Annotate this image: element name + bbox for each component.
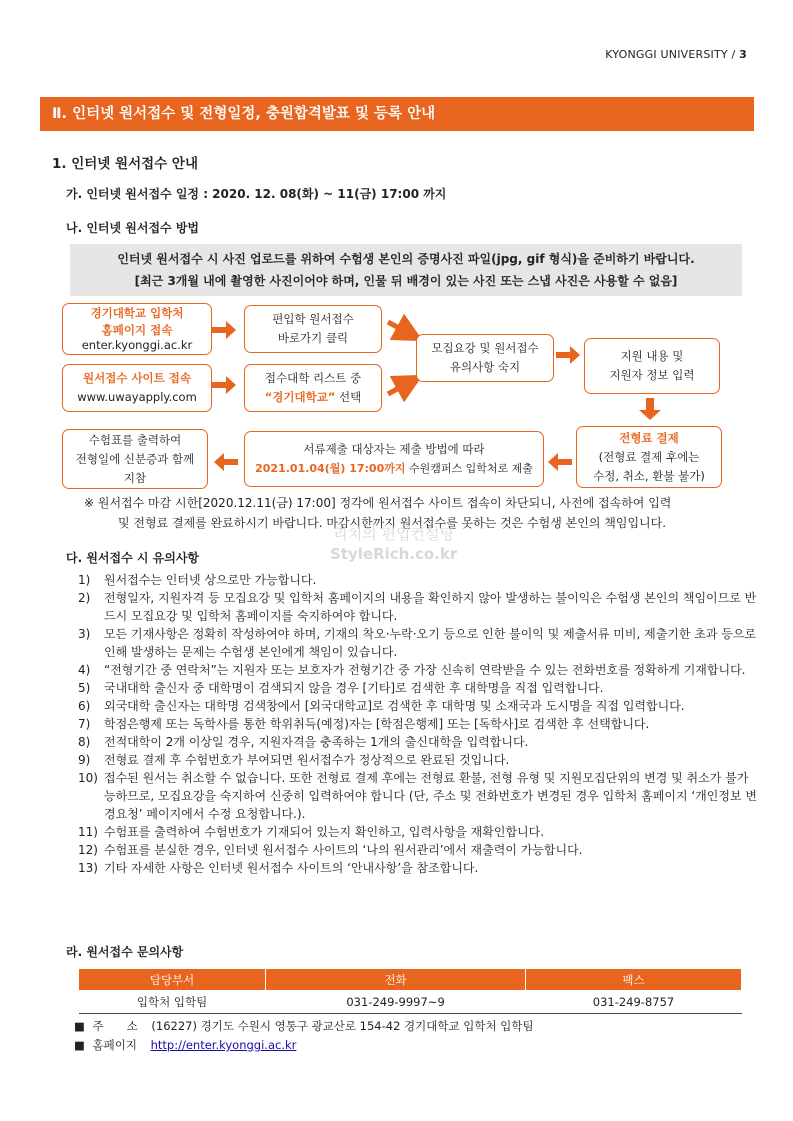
list-item <box>78 679 758 697</box>
arrow-left-icon <box>548 453 572 471</box>
list-item-number: 9) <box>78 753 91 767</box>
flow-step-payment-l3: 수정, 취소, 환불 불가) <box>593 468 705 483</box>
list-item-text: “전형기간 중 연락처”는 지원자 또는 보호자가 전형기간 중 가장 신속히 연락받을 수 있는 전화번호를 정확하게 기재합니다. <box>104 663 746 677</box>
flow-step-select-univ-l1: 접수대학 리스트 중 <box>264 371 362 385</box>
list-item <box>78 589 758 625</box>
flow-step-guidelines-l1: 모집요강 및 원서접수 <box>431 341 539 355</box>
bullet-icon: ■ <box>74 1019 85 1033</box>
flow-step-print-ticket-l1: 수험표를 출력하여 <box>88 432 182 447</box>
flow-step-homepage-title1: 경기대학교 입학처 <box>90 306 184 320</box>
list-item-text: 모든 기재사항은 정확히 작성하여야 하며, 기재의 착오·누락·오기 등으로 인한 불이익 및 제출서류 미비, 제출기한 초과 등으로 인해 발생하는 문제는 수험생 본인에게 책임이 있습니다. <box>104 627 757 659</box>
list-item-text: 기타 자세한 사항은 인터넷 원서접수 사이트의 ‘안내사항’을 참조합니다. <box>104 861 479 875</box>
list-item-number: 6) <box>78 699 91 713</box>
list-item-number: 4) <box>78 663 91 677</box>
list-item-text: 원서접수는 인터넷 상으로만 가능합니다. <box>104 573 317 587</box>
arrow-diagonal-down-icon <box>388 322 410 334</box>
list-item <box>78 715 758 733</box>
watermark <box>330 524 457 564</box>
flow-step-select-univ-suffix: 선택 <box>335 390 362 404</box>
cautions-heading: 다. 원서접수 시 유의사항 <box>66 551 200 565</box>
inquiry-header-phone: 전화 <box>266 969 526 991</box>
flow-step-apply-site-url: www.uwayapply.com <box>77 390 197 404</box>
bullet-icon: ■ <box>74 1038 85 1052</box>
inquiry-dept: 입학처 입학팀 <box>79 991 266 1014</box>
flow-step-submit-docs-deadline: 2021.01.04(월) 17:00까지 <box>255 462 406 475</box>
arrow-left-icon <box>214 453 238 471</box>
list-item-number: 1) <box>78 573 91 587</box>
flow-step-payment-l2: (전형료 결제 후에는 <box>598 449 700 464</box>
arrow-right-icon <box>556 346 580 364</box>
flow-step-print-ticket-l2: 전형일에 신분증과 함께 <box>75 451 195 466</box>
inquiry-phone: 031-249-9997~9 <box>266 991 526 1014</box>
flow-step-homepage <box>62 303 212 355</box>
list-item-number: 5) <box>78 681 91 695</box>
watermark-line1: 리치의 편입컨설팅 <box>333 525 454 543</box>
address-line <box>74 1018 534 1034</box>
flow-step-enter-info-l1: 지원 내용 및 <box>620 349 684 363</box>
deadline-note-line1: ※ 원서접수 마감 시한[2020.12.11(금) 17:00] 정각에 원서접수 사이트 접속이 차단되니, 사전에 접속하여 입력 <box>84 496 672 510</box>
list-item <box>78 841 758 859</box>
flow-step-homepage-title2: 홈페이지 접속 <box>101 323 173 337</box>
flow-step-print-ticket-l3: 지참 <box>123 470 147 485</box>
list-item-number: 12) <box>78 843 98 857</box>
list-item-number: 2) <box>78 591 91 605</box>
list-item-text: 외국대학 출신자는 대학명 검색창에서 [외국대학교]로 검색한 후 대학명 및 소재국과 도시명을 직접 입력합니다. <box>104 699 685 713</box>
arrow-right-icon <box>212 321 236 339</box>
flow-step-select-univ <box>244 364 382 412</box>
list-item-text: 전형료 결제 후 수험번호가 부여되면 원서접수가 정상적으로 완료된 것입니다. <box>104 753 510 767</box>
inquiry-table <box>78 968 742 1014</box>
inquiry-header-fax: 팩스 <box>525 969 741 991</box>
watermark-line2: StyleRich.co.kr <box>330 545 458 563</box>
flow-step-guidelines <box>416 334 554 382</box>
arrow-right-icon <box>212 376 236 394</box>
list-item-number: 13) <box>78 861 98 875</box>
homepage-link[interactable]: http://enter.kyonggi.ac.kr <box>150 1038 297 1052</box>
flow-step-guidelines-l2: 유의사항 숙지 <box>449 360 521 374</box>
flow-step-apply-site-title: 원서접수 사이트 접속 <box>83 371 191 385</box>
list-item <box>78 697 758 715</box>
inquiry-header-dept: 담당부서 <box>79 969 266 991</box>
list-item-number: 7) <box>78 717 91 731</box>
homepage-line <box>74 1037 296 1053</box>
address-label: 주 소 <box>92 1019 138 1033</box>
page-number: 3 <box>739 48 747 61</box>
list-item-number: 3) <box>78 627 91 641</box>
list-item <box>78 769 758 823</box>
section-banner: Ⅱ. 인터넷 원서접수 및 전형일정, 충원합격발표 및 등록 안내 <box>40 97 754 131</box>
flow-step-enter-info-l2: 지원자 정보 입력 <box>609 368 695 382</box>
flow-step-payment <box>576 426 722 488</box>
flow-step-submit-docs-l1: 서류제출 대상자는 제출 방법에 따라 <box>303 442 485 456</box>
deadline-note-line2: 및 전형료 결제를 완료하시기 바랍니다. 마감시한까지 원서접수를 못하는 것은 수험생 본인의 책임입니다. <box>118 516 667 530</box>
list-item <box>78 823 758 841</box>
inquiry-header-row <box>79 969 742 991</box>
flow-step-apply-site <box>62 364 212 412</box>
arrow-down-icon <box>639 398 661 420</box>
inquiry-heading: 라. 원서접수 문의사항 <box>66 945 184 959</box>
homepage-label: 홈페이지 <box>92 1038 137 1052</box>
cautions-list <box>78 571 758 877</box>
list-item <box>78 571 758 589</box>
list-item-text: 전적대학이 2개 이상일 경우, 지원자격을 충족하는 1개의 출신대학을 입력합니다. <box>104 735 529 749</box>
flow-step-print-ticket <box>62 429 208 489</box>
flow-step-submit-docs <box>244 431 544 487</box>
section-title: 1. 인터넷 원서접수 안내 <box>52 156 198 172</box>
flow-step-shortcut-l2: 바로가기 클릭 <box>277 331 349 345</box>
list-item-text: 전형일자, 지원자격 등 모집요강 및 입학처 홈페이지의 내용을 확인하지 않아 발생하는 불이익은 수험생 본인의 책임이므로 반드시 모집요강 및 입학처 홈페이지를 숙지하여야 합니다. <box>104 591 757 623</box>
flow-step-submit-docs-dest: 수원캠퍼스 입학처로 제출 <box>405 462 533 475</box>
flow-step-shortcut-l1: 편입학 원서접수 <box>272 312 354 326</box>
flow-step-homepage-url: enter.kyonggi.ac.kr <box>81 338 193 352</box>
inquiry-fax: 031-249-8757 <box>525 991 741 1014</box>
list-item <box>78 733 758 751</box>
address-text: (16227) 경기도 수원시 영통구 광교산로 154-42 경기대학교 입학처 입학팀 <box>151 1019 534 1033</box>
flow-step-payment-title: 전형료 결제 <box>619 430 679 445</box>
photo-notice-line2: [최근 3개월 내에 촬영한 사진이어야 하며, 인물 뒤 배경이 있는 사진 또는 스냅 사진은 사용할 수 없음] <box>134 274 678 288</box>
table-row <box>79 991 742 1014</box>
schedule-heading: 가. 인터넷 원서접수 일정 : 2020. 12. 08(화) ~ 11(금) 17:00 까지 <box>66 187 447 201</box>
arrow-diagonal-up-icon <box>388 382 410 394</box>
list-item-text: 학점은행제 또는 독학사를 통한 학위취득(예정)자는 [학점은행제] 또는 [독학사]로 검색한 후 선택합니다. <box>104 717 650 731</box>
method-heading: 나. 인터넷 원서접수 방법 <box>66 221 200 235</box>
list-item-text: 접수된 원서는 취소할 수 없습니다. 또한 전형료 결제 후에는 전형료 환불, 전형 유형 및 지원모집단위의 변경 및 취소가 불가능하므로, 모집요강을 숙지하여 신중히 입력하여야 합니다 (단, 주소 및 전화번호가 변경된 경우 입학처 홈페이지 ‘개인정보 변경요청’ 페이지에서 수정 요청합니다.). <box>104 771 757 821</box>
list-item-number: 8) <box>78 735 91 749</box>
flow-step-select-univ-name: “경기대학교” <box>264 390 336 404</box>
list-item-text: 수험표를 출력하여 수험번호가 기재되어 있는지 확인하고, 입력사항을 재확인합니다. <box>104 825 545 839</box>
list-item-number: 10) <box>78 771 98 785</box>
flow-step-shortcut <box>244 305 382 353</box>
list-item <box>78 661 758 679</box>
list-item-number: 11) <box>78 825 98 839</box>
list-item-text: 수험표를 분실한 경우, 인터넷 원서접수 사이트의 ‘나의 원서관리’에서 재출력이 가능합니다. <box>104 843 583 857</box>
flow-step-enter-info <box>584 338 720 394</box>
list-item <box>78 625 758 661</box>
university-name: KYONGGI UNIVERSITY <box>605 48 728 61</box>
header-separator: / <box>731 48 736 61</box>
list-item <box>78 859 758 877</box>
list-item-text: 국내대학 출신자 중 대학명이 검색되지 않을 경우 [기타]로 검색한 후 대학명을 직접 입력합니다. <box>104 681 604 695</box>
list-item <box>78 751 758 769</box>
photo-notice-line1: 인터넷 원서접수 시 사진 업로드를 위하여 수험생 본인의 증명사진 파일(jpg, gif 형식)을 준비하기 바랍니다. <box>117 252 695 266</box>
